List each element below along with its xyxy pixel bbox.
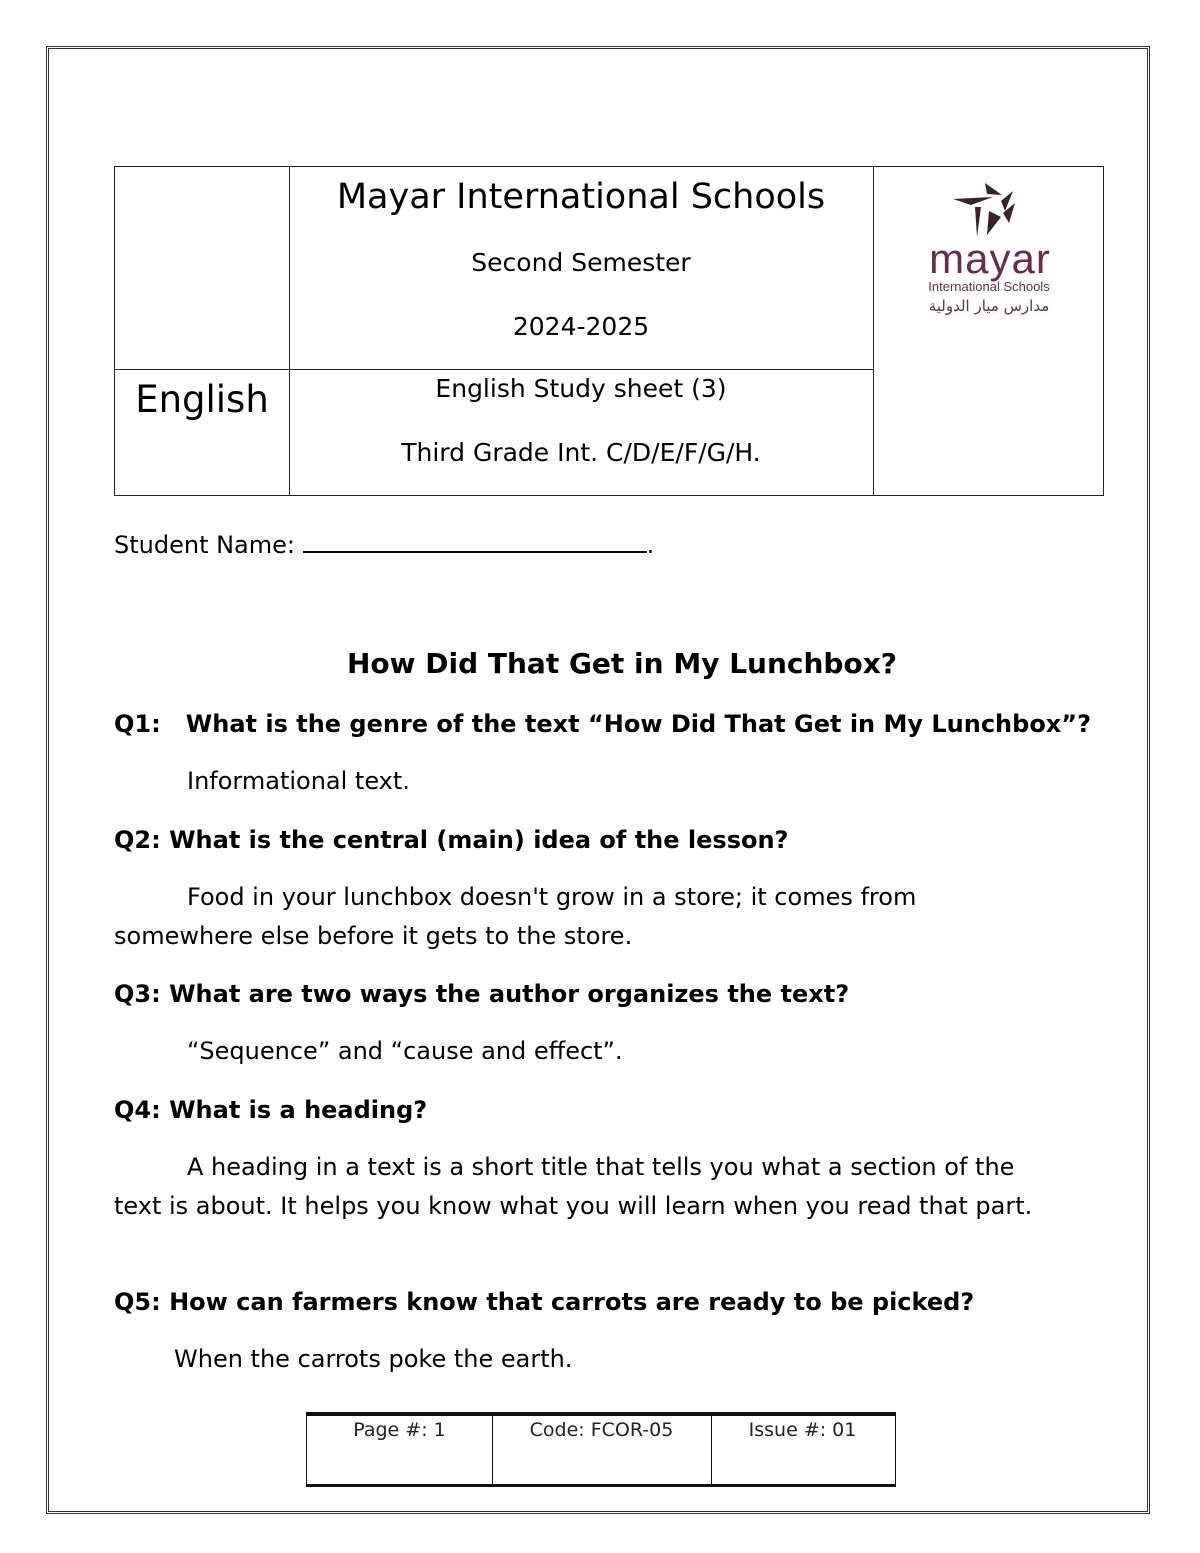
- semester: Second Semester: [471, 248, 691, 277]
- footer-code: Code: FCOR-05: [529, 1419, 674, 1441]
- sheet-title: English Study sheet (3): [435, 374, 727, 403]
- footer-issue: Issue #: 01: [748, 1419, 857, 1441]
- academic-year: 2024-2025: [512, 312, 650, 341]
- lesson-title: How Did That Get in My Lunchbox?: [346, 647, 898, 680]
- question-text: What is the genre of the text “How Did That Get in My Lunchbox”?: [185, 710, 1091, 738]
- answer-1: Informational text.: [187, 767, 410, 795]
- question-label: Q4:: [114, 1096, 161, 1124]
- question-label: Q2:: [114, 826, 161, 854]
- student-name-label: Student Name:: [114, 531, 295, 559]
- question-label: Q3:: [114, 980, 161, 1008]
- question-1: [114, 705, 1091, 743]
- question-text: How can farmers know that carrots are ready to be picked?: [169, 1288, 975, 1316]
- question-text: What is a heading?: [169, 1096, 428, 1124]
- header-divider-middle: [115, 369, 873, 370]
- answer-4: A heading in a text is a short title that tells you what a section of the text is about. It helps you know what you will learn when you read that part.: [114, 1153, 1033, 1220]
- question-5: [114, 1283, 974, 1321]
- answer-5: When the carrots poke the earth.: [174, 1345, 573, 1373]
- answer-3: “Sequence” and “cause and effect”.: [187, 1037, 623, 1065]
- student-name-field[interactable]: [303, 529, 647, 553]
- student-name-suffix: .: [646, 531, 655, 559]
- star-logo-icon: [953, 183, 1015, 237]
- footer-page: Page #: 1: [353, 1419, 446, 1441]
- logo-brand: mayar: [929, 235, 1051, 282]
- question-text: What are two ways the author organizes the text?: [169, 980, 850, 1008]
- school-logo: [875, 177, 1103, 327]
- question-text: What is the central (main) idea of the lesson?: [169, 826, 789, 854]
- logo-subtitle-ar: مدارس ميار الدولية: [928, 297, 1050, 315]
- question-3: [114, 975, 849, 1013]
- school-name: Mayar International Schools: [336, 177, 826, 217]
- subject: English: [135, 378, 269, 421]
- question-4: [114, 1091, 427, 1129]
- question-2: [114, 821, 788, 859]
- header-divider-right: [873, 167, 874, 495]
- footer-table: [306, 1412, 896, 1487]
- student-name-line: [114, 526, 654, 564]
- logo-subtitle-en: International Schools: [928, 279, 1050, 294]
- answer-2: Food in your lunchbox doesn't grow in a store; it comes from somewhere else before it gets to the store.: [114, 883, 917, 950]
- grade-classes: Third Grade Int. C/D/E/F/G/H.: [401, 438, 761, 467]
- question-label: Q1:: [114, 710, 161, 738]
- question-label: Q5:: [114, 1288, 161, 1316]
- header-table: [114, 166, 1104, 496]
